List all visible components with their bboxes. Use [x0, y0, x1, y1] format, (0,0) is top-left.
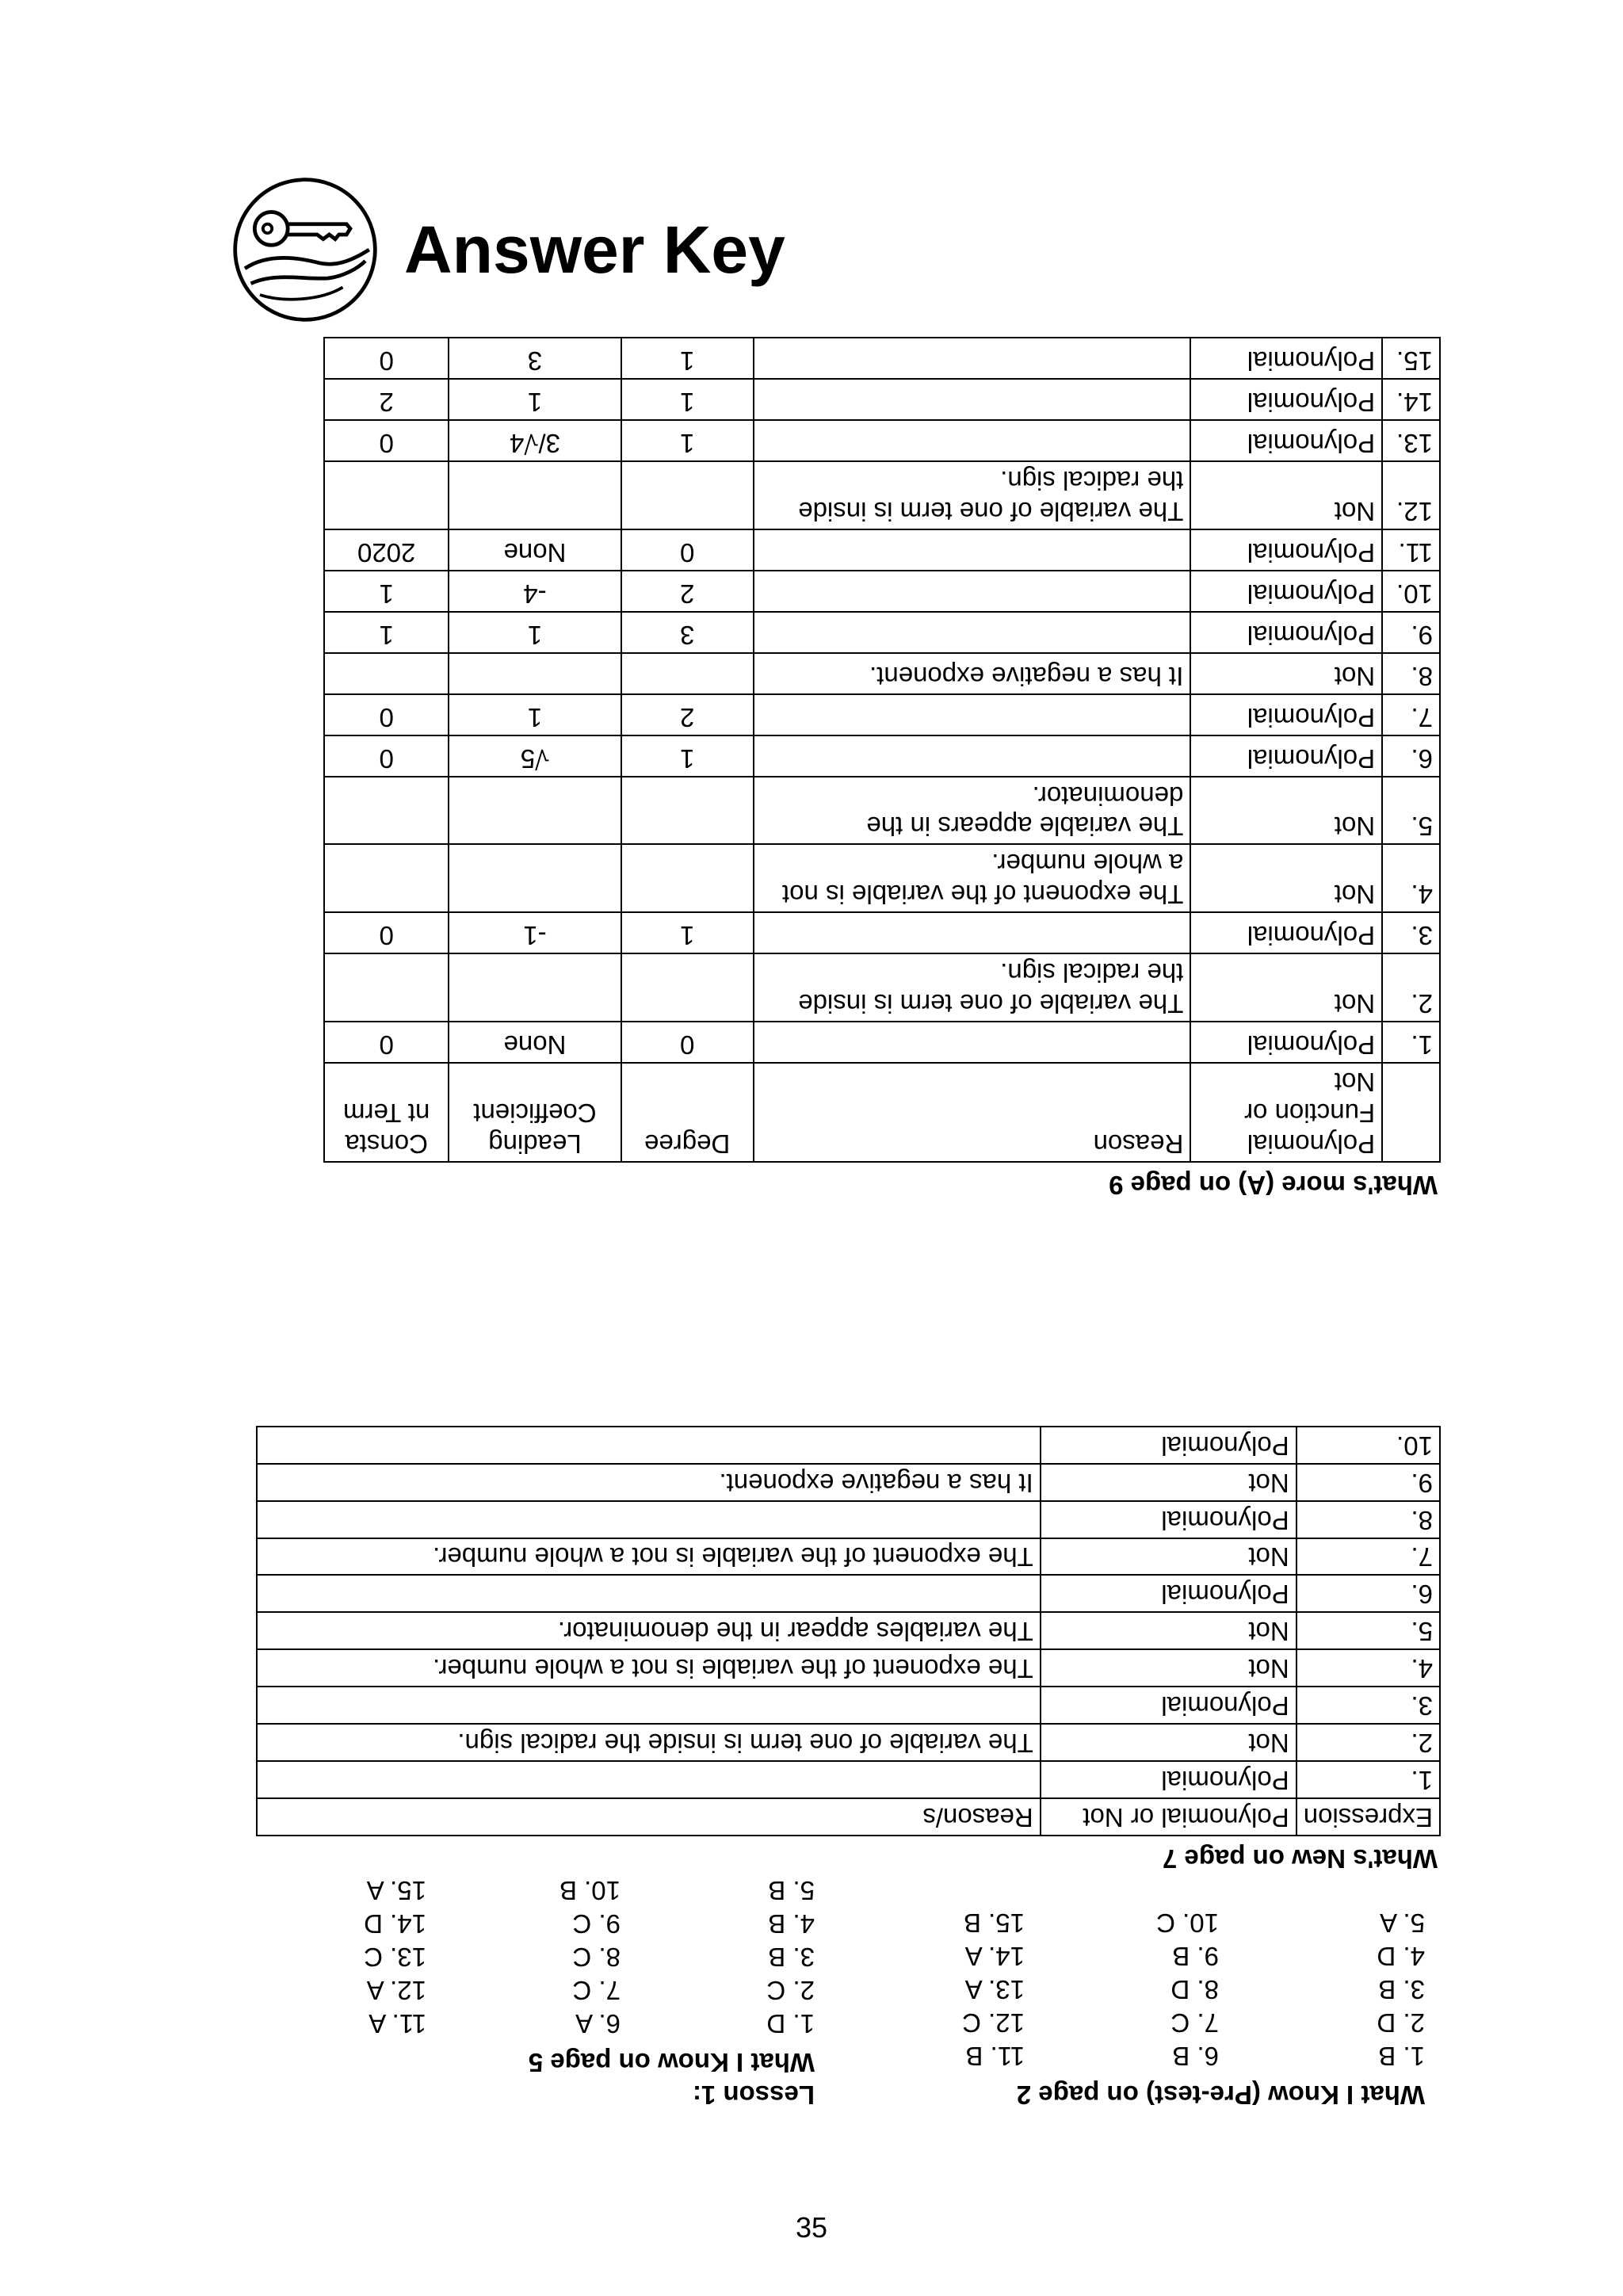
table-cell: 3. — [1382, 912, 1440, 953]
table-cell — [257, 1501, 1041, 1538]
table-cell: The exponent of the variable is not a whole number. — [257, 1538, 1041, 1576]
column-header: Polynomial Function or Not — [1190, 1063, 1382, 1162]
answer-item: 1. D — [766, 2009, 815, 2039]
answer-item: 2. D — [1377, 2008, 1425, 2038]
table-row — [324, 461, 1440, 529]
table-cell: Polynomial — [1190, 735, 1382, 777]
table-cell: 3 — [449, 338, 621, 379]
table-cell: 10. — [1296, 1427, 1440, 1464]
answer-row — [866, 1971, 1425, 2004]
lesson-subheading: What I Know on page 5 — [528, 2048, 815, 2078]
table-cell: The variable of one term is inside the radical sign. — [257, 1724, 1041, 1761]
table-cell — [754, 694, 1191, 735]
table-header-row — [257, 1798, 1440, 1836]
lesson-grid — [268, 1872, 815, 2038]
answer-item: 6. A — [575, 2009, 621, 2039]
column-header — [1382, 1063, 1440, 1162]
table-cell: 4. — [1382, 845, 1440, 913]
answer-item: 15. B — [963, 1908, 1025, 1939]
table-cell — [257, 1687, 1041, 1724]
answer-item: 5. A — [1380, 1908, 1425, 1939]
table-cell: 4. — [1296, 1649, 1440, 1687]
table-cell — [754, 735, 1191, 777]
lesson-heading: Lesson 1: — [692, 2080, 815, 2110]
table-cell: The variables appear in the denominator. — [257, 1612, 1041, 1649]
page-title: Answer Key — [404, 212, 785, 287]
table-row — [324, 379, 1440, 420]
column-header: Polynomial or Not — [1041, 1798, 1296, 1836]
table-cell: 1. — [1382, 1022, 1440, 1063]
table-row — [324, 420, 1440, 461]
table-cell: 3 — [621, 612, 754, 653]
table-cell: The exponent of the variable is not a whole number. — [257, 1649, 1041, 1687]
table-row — [257, 1724, 1440, 1761]
answer-item: 4. B — [768, 1909, 815, 1939]
table-cell: 9. — [1296, 1464, 1440, 1501]
table-cell: 2 — [324, 379, 449, 420]
pretest-heading: What I Know (Pre-test) on page 2 — [1016, 2080, 1425, 2110]
table-row — [257, 1501, 1440, 1538]
table-cell — [257, 1576, 1041, 1613]
table-cell — [754, 612, 1191, 653]
table-cell — [449, 953, 621, 1022]
table-cell: The variable of one term is inside the radical sign. — [754, 461, 1191, 529]
answer-item: 11. A — [369, 2009, 426, 2039]
answer-row — [268, 1972, 815, 2005]
table-cell: 0 — [621, 529, 754, 571]
table-cell: Polynomial — [1190, 912, 1382, 953]
answer-item: 4. D — [1377, 1942, 1425, 1972]
table-row — [324, 338, 1440, 379]
table-cell: Polynomial — [1041, 1501, 1296, 1538]
table-cell: 7. — [1296, 1538, 1440, 1576]
table-cell: 0 — [324, 912, 449, 953]
answer-item: 9. C — [572, 1909, 621, 1939]
table-row — [324, 912, 1440, 953]
table-row — [257, 1649, 1440, 1687]
table-cell: 1 — [621, 379, 754, 420]
table-row — [324, 1022, 1440, 1063]
table-cell: √5 — [449, 735, 621, 777]
table-cell: 2. — [1382, 953, 1440, 1022]
table-cell — [754, 420, 1191, 461]
rotated-answer-content — [0, 346, 1623, 2140]
table-cell: Not — [1190, 953, 1382, 1022]
table-row — [257, 1761, 1440, 1798]
answer-item: 7. C — [572, 1976, 621, 2006]
whats-new-section — [256, 1426, 1441, 1878]
table-row — [257, 1576, 1440, 1613]
answer-item: 3. B — [1378, 1975, 1425, 2005]
whats-more-table — [323, 337, 1441, 1163]
table-cell: 0 — [621, 1022, 754, 1063]
answer-item: 3. B — [768, 1943, 815, 1973]
table-cell — [621, 461, 754, 529]
table-cell: Not — [1190, 461, 1382, 529]
table-cell — [449, 653, 621, 694]
table-cell: -4 — [449, 571, 621, 612]
table-cell — [621, 845, 754, 913]
answer-item: 11. B — [965, 2042, 1025, 2072]
table-cell: Polynomial — [1041, 1576, 1296, 1613]
table-row — [257, 1538, 1440, 1576]
column-header: Expression — [1296, 1798, 1440, 1836]
table-cell: 12. — [1382, 461, 1440, 529]
table-cell: It has a negative exponent. — [754, 653, 1191, 694]
answer-item: 1. B — [1378, 2042, 1425, 2072]
table-cell: 1 — [621, 735, 754, 777]
table-row — [324, 612, 1440, 653]
table-row — [324, 571, 1440, 612]
table-row — [324, 845, 1440, 913]
answer-item: 13. A — [964, 1975, 1025, 2005]
answer-item: 7. C — [1170, 2008, 1219, 2038]
table-cell — [754, 571, 1191, 612]
table-cell: Polynomial — [1190, 571, 1382, 612]
table-cell — [324, 953, 449, 1022]
table-cell: Not — [1041, 1649, 1296, 1687]
table-cell: The variable of one term is inside the radical sign. — [754, 953, 1191, 1022]
table-cell — [754, 1022, 1191, 1063]
answer-row — [268, 1939, 815, 1972]
table-cell: Polynomial — [1041, 1427, 1296, 1464]
table-cell: Polynomial — [1041, 1761, 1296, 1798]
table-cell: Polynomial — [1190, 379, 1382, 420]
pretest-grid — [866, 1904, 1425, 2071]
table-cell: 5. — [1382, 777, 1440, 845]
table-row — [324, 777, 1440, 845]
answer-item: 9. B — [1172, 1942, 1219, 1972]
answer-item: 2. C — [766, 1976, 815, 2006]
whats-more-heading: What's more (A) on page 9 — [1109, 1171, 1438, 1200]
table-cell: Not — [1190, 845, 1382, 913]
answer-row — [268, 1905, 815, 1939]
table-cell: The exponent of the variable is not a whole number. — [754, 845, 1191, 913]
table-cell: 7. — [1382, 694, 1440, 735]
table-cell: 1 — [621, 338, 754, 379]
whats-new-table — [256, 1426, 1441, 1836]
table-cell: 6. — [1382, 735, 1440, 777]
table-cell: 5. — [1296, 1612, 1440, 1649]
table-row — [257, 1464, 1440, 1501]
table-cell: Not — [1190, 653, 1382, 694]
table-cell: Polynomial — [1041, 1687, 1296, 1724]
table-cell: Polynomial — [1190, 1022, 1382, 1063]
lesson-answers — [268, 1872, 815, 2110]
table-cell — [324, 653, 449, 694]
table-cell — [449, 845, 621, 913]
answer-row — [268, 2005, 815, 2038]
table-cell — [324, 777, 449, 845]
answer-item: 12. C — [962, 2008, 1025, 2038]
table-cell: 9. — [1382, 612, 1440, 653]
table-cell: 6. — [1296, 1576, 1440, 1613]
table-cell: 1 — [324, 612, 449, 653]
pretest-answers — [866, 1904, 1425, 2110]
table-cell — [754, 379, 1191, 420]
answer-item: 10. B — [559, 1876, 621, 1906]
table-cell: Polynomial — [1190, 612, 1382, 653]
table-row — [324, 735, 1440, 777]
table-cell: 14. — [1382, 379, 1440, 420]
table-row — [257, 1687, 1440, 1724]
page-header — [230, 182, 785, 317]
table-cell — [754, 912, 1191, 953]
answer-row — [866, 2004, 1425, 2038]
table-cell — [324, 461, 449, 529]
table-cell — [324, 845, 449, 913]
table-cell — [621, 953, 754, 1022]
table-cell: 0 — [324, 735, 449, 777]
answer-row — [866, 1938, 1425, 1971]
answer-item: 8. C — [572, 1943, 621, 1973]
whats-new-heading: What's New on page 7 — [1162, 1844, 1438, 1874]
table-cell — [449, 461, 621, 529]
answer-item: 5. B — [768, 1876, 815, 1906]
table-cell: 13. — [1382, 420, 1440, 461]
table-cell: 10. — [1382, 571, 1440, 612]
whats-more-section — [323, 337, 1441, 1205]
column-header: Reason — [754, 1063, 1191, 1162]
table-cell: 1 — [621, 912, 754, 953]
table-cell: 1 — [621, 420, 754, 461]
table-cell — [257, 1427, 1041, 1464]
answer-row — [866, 1904, 1425, 1938]
table-cell: 2 — [621, 694, 754, 735]
table-cell: Polynomial — [1190, 338, 1382, 379]
table-cell: 2. — [1296, 1724, 1440, 1761]
answer-item: 14. D — [364, 1909, 426, 1939]
answer-item: 15. A — [366, 1876, 426, 1906]
table-cell: None — [449, 529, 621, 571]
table-cell: 11. — [1382, 529, 1440, 571]
table-cell: 2020 — [324, 529, 449, 571]
answer-row — [866, 2038, 1425, 2071]
table-row — [324, 529, 1440, 571]
table-cell — [257, 1761, 1041, 1798]
table-cell — [754, 338, 1191, 379]
table-cell: 3/√4 — [449, 420, 621, 461]
table-cell: Not — [1041, 1464, 1296, 1501]
column-header: Degree — [621, 1063, 754, 1162]
table-cell — [449, 777, 621, 845]
answer-item: 13. C — [364, 1943, 426, 1973]
table-cell: 1 — [449, 379, 621, 420]
table-cell: 1 — [324, 571, 449, 612]
table-cell: 0 — [324, 1022, 449, 1063]
table-cell: None — [449, 1022, 621, 1063]
table-row — [324, 653, 1440, 694]
table-row — [257, 1612, 1440, 1649]
table-cell: Not — [1190, 777, 1382, 845]
answer-item: 6. B — [1172, 2042, 1219, 2072]
table-cell — [621, 653, 754, 694]
answer-item: 10. C — [1156, 1908, 1219, 1939]
table-cell: 2 — [621, 571, 754, 612]
table-cell: 1. — [1296, 1761, 1440, 1798]
answer-item: 12. A — [366, 1976, 426, 2006]
column-header: Leading Coefficient — [449, 1063, 621, 1162]
answer-lists — [181, 1876, 1441, 2110]
table-cell: Not — [1041, 1612, 1296, 1649]
table-cell: 8. — [1296, 1501, 1440, 1538]
table-cell: 1 — [449, 612, 621, 653]
key-in-hand-icon — [230, 174, 380, 325]
page-number: 35 — [795, 2211, 828, 2244]
table-row — [324, 953, 1440, 1022]
table-cell — [754, 529, 1191, 571]
column-header: Reason/s — [257, 1798, 1041, 1836]
table-cell: 1 — [449, 694, 621, 735]
table-header-row — [324, 1063, 1440, 1162]
table-cell: 8. — [1382, 653, 1440, 694]
table-cell: Polynomial — [1190, 529, 1382, 571]
table-cell: 0 — [324, 694, 449, 735]
table-cell: Polynomial — [1190, 420, 1382, 461]
table-cell: The variable appears in the denominator. — [754, 777, 1191, 845]
table-cell: Not — [1041, 1538, 1296, 1576]
table-cell: -1 — [449, 912, 621, 953]
table-cell: 15. — [1382, 338, 1440, 379]
table-cell: Polynomial — [1190, 694, 1382, 735]
table-cell: 0 — [324, 420, 449, 461]
table-cell: It has a negative exponent. — [257, 1464, 1041, 1501]
table-cell: 3. — [1296, 1687, 1440, 1724]
table-row — [324, 694, 1440, 735]
answer-item: 8. D — [1170, 1975, 1219, 2005]
table-cell: 0 — [324, 338, 449, 379]
answer-item: 14. A — [964, 1942, 1025, 1972]
table-row — [257, 1427, 1440, 1464]
column-header: Consta nt Term — [324, 1063, 449, 1162]
table-cell — [621, 777, 754, 845]
table-cell: Not — [1041, 1724, 1296, 1761]
